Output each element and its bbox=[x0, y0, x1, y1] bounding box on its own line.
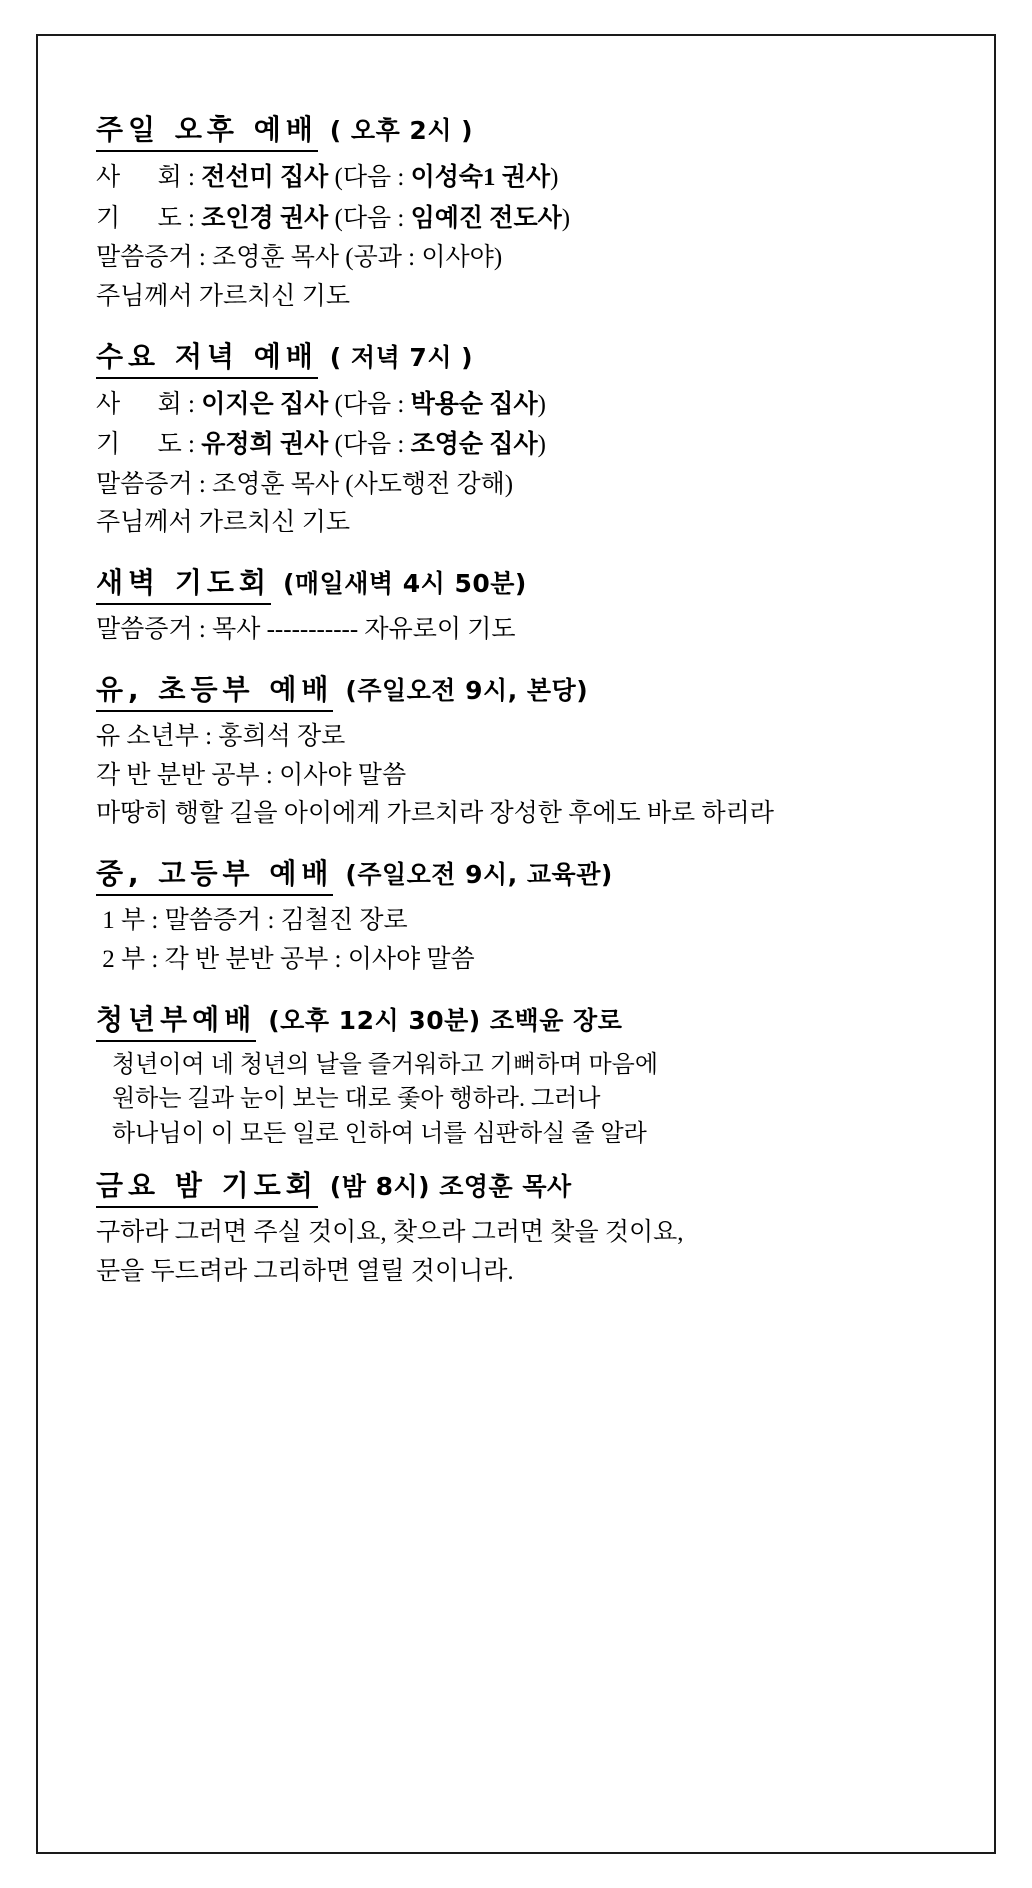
role-label: 기 도 : bbox=[96, 431, 202, 458]
section-subtitle: (밤 8시) 조영훈 목사 bbox=[329, 1171, 572, 1201]
service-detail-line: 1 부 : 말씀증거 : 김철진 장로 bbox=[96, 907, 408, 934]
section-subtitle: (오후 12시 30분) 조백윤 장로 bbox=[268, 1005, 623, 1035]
role-label: 사 회 : bbox=[96, 390, 202, 418]
service-detail-line: 말씀증거 : 목사 ----------- 자유로이 기도 bbox=[96, 616, 516, 643]
service-verse-line: 마땅히 행할 길을 아이에게 가르치라 장성한 후에도 바로 하리라 bbox=[96, 800, 774, 828]
role-next-prefix: (다음 : bbox=[328, 204, 411, 232]
section-title: 유, 초등부 예배 bbox=[96, 668, 333, 712]
role-next-person: 박용순 집사 bbox=[410, 390, 538, 418]
service-verse-line: 구하라 그러면 주실 것이요, 찾으라 그러면 찾을 것이요, bbox=[96, 1218, 684, 1246]
section-heading bbox=[96, 998, 934, 1042]
service-detail-line: 말씀증거 : 조영훈 목사 (공과 : 이사야) bbox=[96, 244, 503, 271]
section-middle-high-school-service bbox=[96, 852, 934, 980]
role-person: 조인경 권사 bbox=[201, 204, 329, 232]
section-title: 새벽 기도회 bbox=[96, 561, 271, 605]
role-next-suffix: ) bbox=[561, 204, 571, 232]
section-sunday-afternoon-service bbox=[96, 108, 934, 317]
section-subtitle: ( 저녁 7시 ) bbox=[329, 342, 474, 372]
section-young-adult-service bbox=[96, 998, 934, 1152]
service-verse-line: 하나님이 이 모든 일로 인하여 너를 심판하실 줄 알라 bbox=[106, 1121, 647, 1148]
service-role-row bbox=[96, 385, 934, 426]
service-role-row bbox=[96, 158, 934, 199]
role-label: 기 도 : bbox=[96, 204, 202, 232]
section-heading bbox=[96, 852, 934, 896]
role-person: 이지은 집사 bbox=[201, 390, 329, 418]
role-next-suffix: ) bbox=[537, 431, 546, 458]
section-subtitle: (매일새벽 4시 50분) bbox=[283, 569, 527, 598]
section-title: 금요 밤 기도회 bbox=[96, 1164, 318, 1208]
service-verse-line: 청년이여 네 청년의 날을 즐거워하고 기뻐하며 마음에 bbox=[106, 1051, 659, 1078]
role-person: 유정희 권사 bbox=[201, 431, 329, 458]
service-verse-line: 문을 두드려라 그리하면 열릴 것이니라. bbox=[96, 1257, 514, 1285]
service-detail-line: 각 반 분반 공부 : 이사야 말씀 bbox=[96, 761, 407, 789]
service-detail-line: 유 소년부 : 홍희석 장로 bbox=[96, 722, 346, 750]
service-detail-line: 주님께서 가르치신 기도 bbox=[96, 282, 351, 310]
section-heading bbox=[96, 108, 934, 152]
role-label: 사 회 : bbox=[96, 164, 202, 191]
service-verse-line: 원하는 길과 눈이 보는 대로 좇아 행하라. 그러나 bbox=[106, 1086, 601, 1113]
service-detail-line: 2 부 : 각 반 분반 공부 : 이사야 말씀 bbox=[96, 945, 475, 973]
service-role-row bbox=[96, 425, 934, 466]
section-title: 수요 저녁 예배 bbox=[96, 335, 318, 379]
role-next-person: 이성숙1 권사 bbox=[410, 164, 551, 191]
role-next-prefix: (다음 : bbox=[328, 431, 411, 458]
role-next-person: 임예진 전도사 bbox=[410, 204, 562, 232]
section-title: 청년부예배 bbox=[96, 998, 256, 1042]
section-dawn-prayer-meeting bbox=[96, 561, 934, 650]
section-subtitle: (주일오전 9시, 본당) bbox=[345, 675, 589, 705]
role-next-prefix: (다음 : bbox=[328, 164, 411, 191]
section-heading bbox=[96, 668, 934, 712]
section-kindergarten-elementary-service bbox=[96, 668, 934, 834]
service-role-row bbox=[96, 199, 934, 240]
section-friday-night-prayer-meeting bbox=[96, 1164, 934, 1292]
section-heading bbox=[96, 561, 934, 605]
role-next-suffix: ) bbox=[550, 164, 559, 191]
role-next-suffix: ) bbox=[537, 390, 546, 418]
service-detail-line: 주님께서 가르치신 기도 bbox=[96, 509, 351, 537]
role-person: 전선미 집사 bbox=[201, 164, 329, 191]
section-subtitle: (주일오전 9시, 교육관) bbox=[345, 860, 613, 889]
section-heading bbox=[96, 335, 934, 379]
section-subtitle: ( 오후 2시 ) bbox=[329, 116, 474, 145]
section-title: 주일 오후 예배 bbox=[96, 108, 318, 152]
section-title: 중, 고등부 예배 bbox=[96, 852, 333, 896]
section-heading bbox=[96, 1164, 934, 1208]
section-wednesday-evening-service bbox=[96, 335, 934, 544]
role-next-prefix: (다음 : bbox=[328, 390, 411, 418]
role-next-person: 조영순 집사 bbox=[410, 431, 538, 458]
service-detail-line: 말씀증거 : 조영훈 목사 (사도행전 강해) bbox=[96, 470, 514, 498]
document-frame bbox=[36, 34, 996, 1854]
